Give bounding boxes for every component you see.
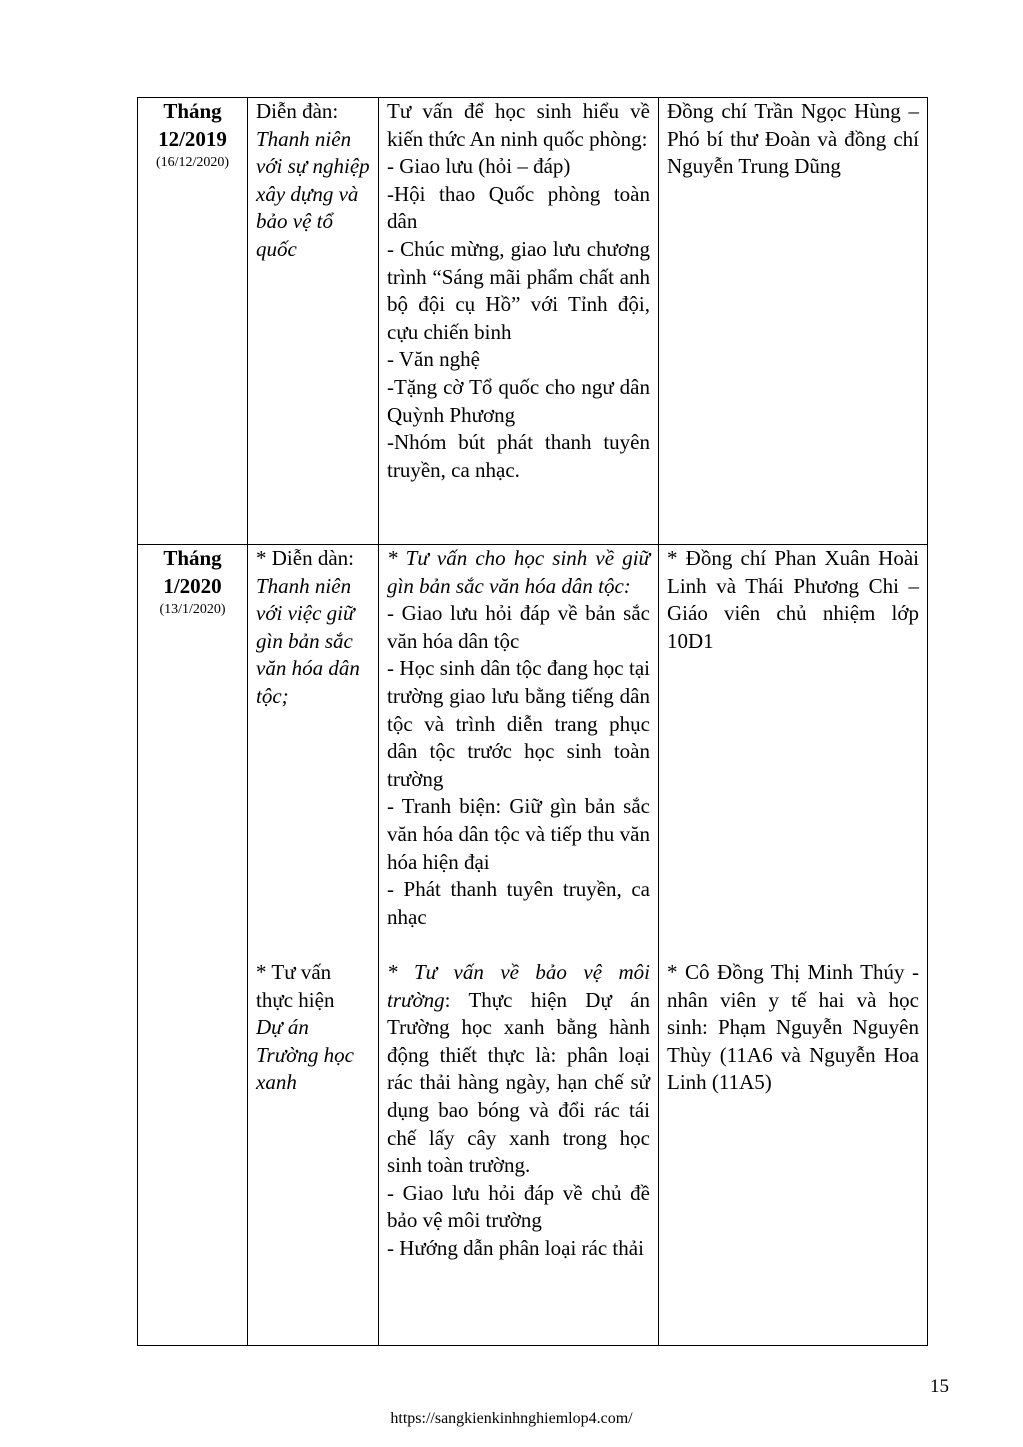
form-label: * Diễn dàn: bbox=[256, 546, 354, 570]
month-label: Tháng bbox=[163, 99, 222, 123]
person-cell bbox=[659, 98, 928, 545]
person-in-charge: * Đồng chí Phan Xuân Hoài Linh và Thái Phương Chi – Giáo viên chủ nhiệm lớp 10D1 bbox=[667, 546, 919, 653]
content2-item: - Giao lưu hỏi đáp về chủ đề bảo vệ môi trường bbox=[387, 1180, 650, 1233]
month-label: Tháng bbox=[163, 546, 222, 570]
content-item: - Văn nghệ bbox=[387, 347, 480, 372]
month-value: 1/2020 bbox=[163, 573, 222, 598]
form-label: Diễn đàn: bbox=[256, 99, 339, 123]
form-topic: Thanh niên với việc giữ gìn bản sắc văn hóa dân tộc; bbox=[256, 573, 360, 708]
content-cell bbox=[379, 545, 659, 1346]
month-cell bbox=[138, 98, 248, 545]
form-cell bbox=[248, 545, 379, 1346]
content-item: - Tranh biện: Giữ gìn bản sắc văn hóa dân tộc và tiếp thu văn hóa hiện đại bbox=[387, 794, 650, 874]
page-number: 15 bbox=[930, 1376, 949, 1397]
content-item: -Nhóm bút phát thanh tuyên truyền, ca nhạc. bbox=[387, 430, 650, 482]
event-date: (13/1/2020) bbox=[159, 602, 226, 618]
form2-topic: Dự án Trường học xanh bbox=[256, 1015, 354, 1095]
content-cell bbox=[379, 98, 659, 545]
content2-intro bbox=[387, 959, 650, 1180]
person-in-charge: Đồng chí Trần Ngọc Hùng – Phó bí thư Đoàn và đồng chí Nguyễn Trung Dũng bbox=[667, 99, 919, 179]
content-item: -Hội thao Quốc phòng toàn dân bbox=[387, 181, 650, 234]
content2-item: - Hướng dẫn phân loại rác thải bbox=[387, 1235, 644, 1260]
table-row bbox=[138, 98, 928, 545]
content-item: - Học sinh dân tộc đang học tại trường giao lưu bằng tiếng dân tộc và trình diễn trang phục dân tộc trước học sinh toàn trường bbox=[387, 656, 650, 791]
person-cell bbox=[659, 545, 928, 1346]
footer-url: https://sangkienkinhnghiemlop4.com/ bbox=[390, 1410, 633, 1427]
content2-intro-italic: * Tư vấn về bảo vệ môi trường bbox=[387, 960, 650, 1012]
month-value: 12/2019 bbox=[158, 126, 227, 151]
content-item: - Giao lưu (hỏi – đáp) bbox=[387, 154, 571, 179]
content-item: - Phát thanh tuyên truyền, ca nhạc bbox=[387, 877, 650, 929]
event-date: (16/12/2020) bbox=[155, 155, 230, 171]
content-item: -Tặng cờ Tổ quốc cho ngư dân Quỳnh Phương bbox=[387, 374, 650, 427]
person2-in-charge: * Cô Đồng Thị Minh Thúy - nhân viên y tế hai và học sinh: Phạm Nguyễn Nguyên Thùy (11A6 và Nguyễn Hoa Linh (11A5) bbox=[667, 960, 919, 1095]
content-intro: Tư vấn để học sinh hiểu về kiến thức An ninh quốc phòng: bbox=[387, 99, 650, 151]
form2-label: * Tư vấn thực hiện bbox=[256, 960, 335, 1012]
content-item: - Chúc mừng, giao lưu chương trình “Sáng mãi phẩm chất anh bộ đội cụ Hồ” với Tỉnh đội, cựu chiến binh bbox=[387, 236, 650, 344]
table-row bbox=[138, 545, 928, 1346]
content-intro: * Tư vấn cho học sinh về giữ gìn bản sắc văn hóa dân tộc: bbox=[387, 546, 650, 598]
content2-intro-rest: : Thực hiện Dự án Trường học xanh bằng hành động thiết thực là: phân loại rác thải hàng ngày, hạn chế sử dụng bao bóng và đổi rác tái chế lấy cây xanh trong học sinh toàn trường. bbox=[387, 987, 650, 1178]
month-cell bbox=[138, 545, 248, 1346]
form-cell bbox=[248, 98, 379, 545]
form-topic: Thanh niên với sự nghiệp xây dựng và bảo vệ tổ quốc bbox=[256, 126, 370, 261]
content-item: - Giao lưu hỏi đáp về bản sắc văn hóa dân tộc bbox=[387, 601, 650, 653]
activity-plan-table bbox=[137, 97, 928, 1346]
